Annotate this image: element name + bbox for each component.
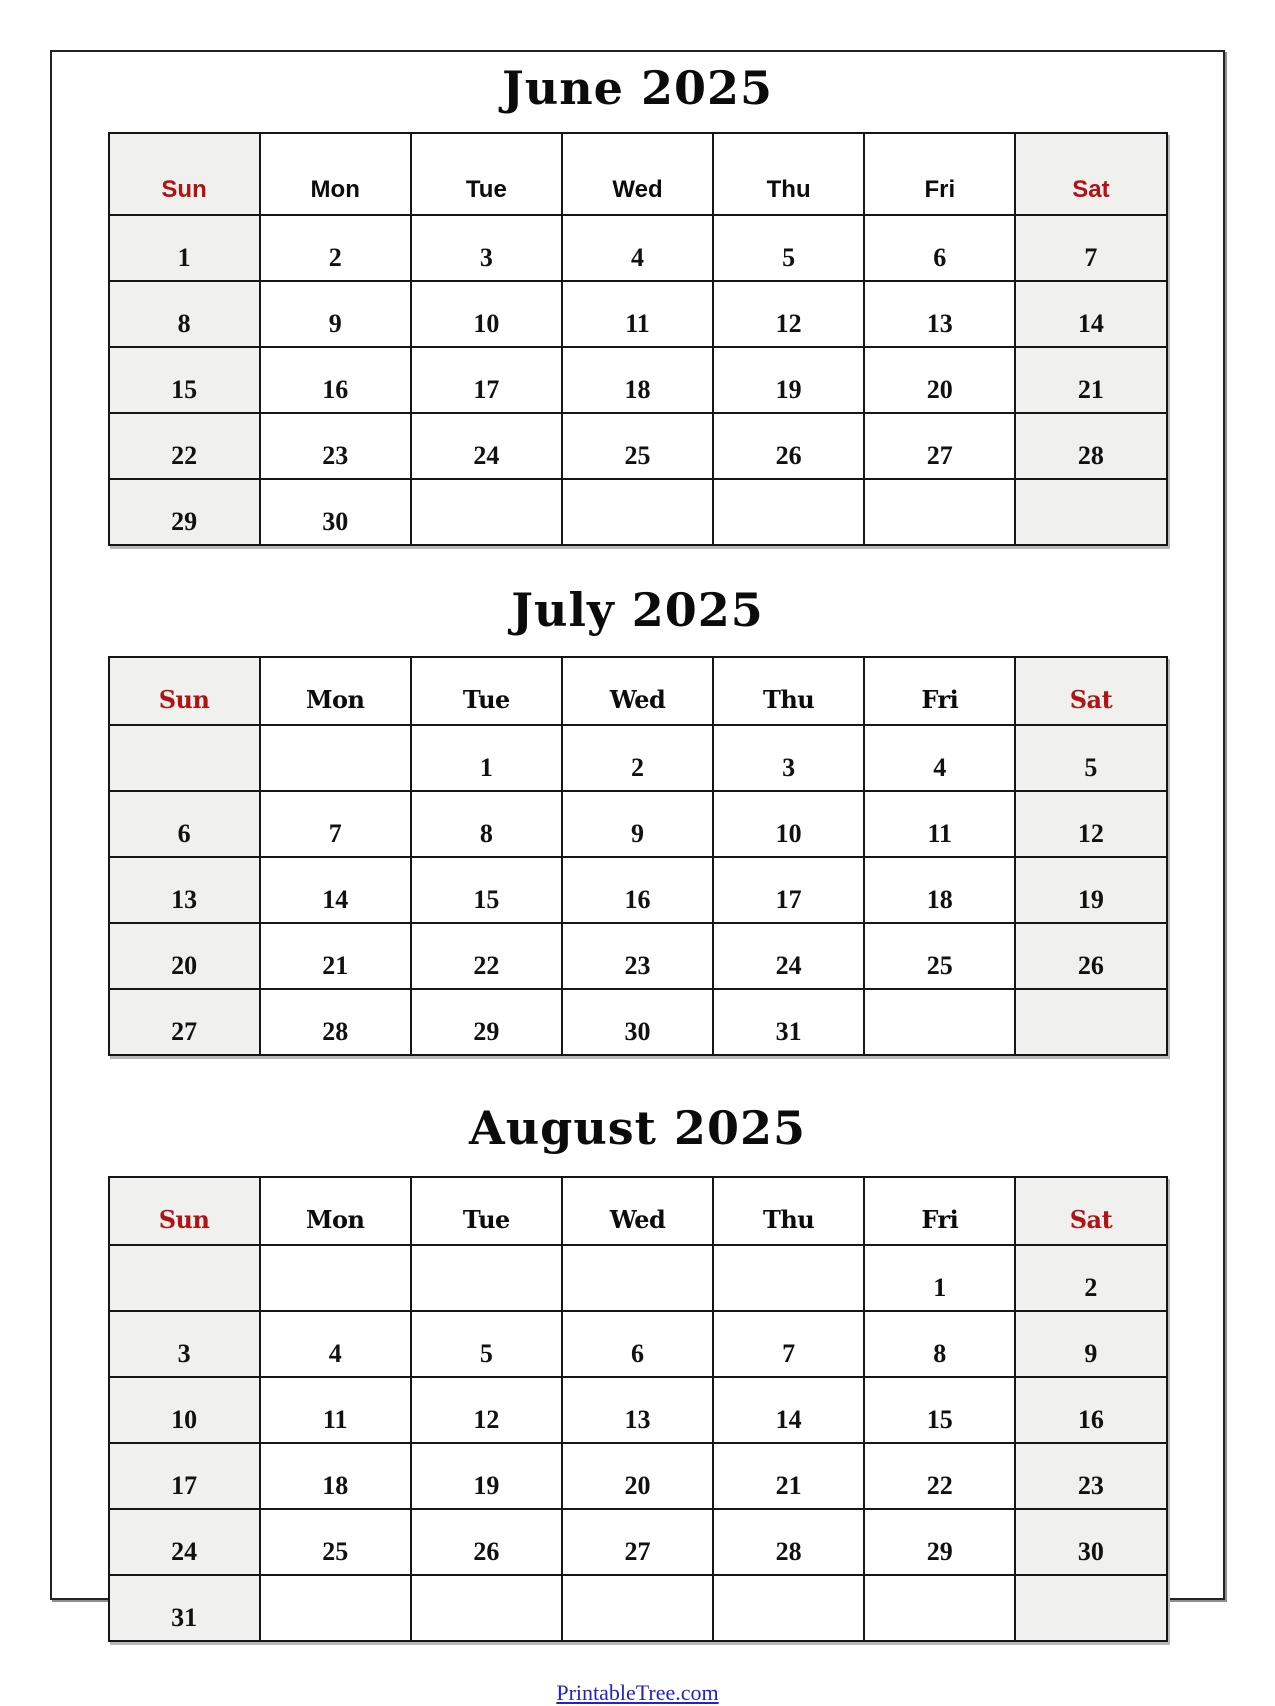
day-cell: 28 [713,1509,864,1575]
day-cell: 4 [260,1311,411,1377]
day-cell: 15 [109,347,260,413]
day-cell: 16 [1015,1377,1166,1443]
page-frame [50,50,1225,1705]
day-cell: 13 [109,857,260,923]
week-row [109,347,1167,413]
day-cell: 10 [713,791,864,857]
day-cell: 3 [713,725,864,791]
month-section [52,1100,1223,1642]
week-row [109,1245,1167,1311]
day-cell: 24 [713,923,864,989]
day-cell: 5 [713,215,864,281]
empty-day-cell [260,1245,411,1311]
day-cell: 1 [864,1245,1015,1311]
weekday-header-cell: Sun [109,1177,260,1245]
day-cell: 7 [1015,215,1166,281]
empty-day-cell [109,1245,260,1311]
weekday-header-cell: Sat [1015,133,1166,215]
day-cell: 29 [864,1509,1015,1575]
weekday-header-cell: Wed [562,657,713,725]
week-row [109,1443,1167,1509]
day-cell: 15 [864,1377,1015,1443]
empty-day-cell [864,989,1015,1055]
day-cell: 26 [713,413,864,479]
day-cell: 13 [864,281,1015,347]
weekday-header-cell: Mon [260,657,411,725]
weekday-header-row [109,657,1167,725]
month-title: June 2025 [502,61,773,115]
day-cell: 31 [713,989,864,1055]
day-cell: 16 [562,857,713,923]
day-cell: 3 [411,215,562,281]
day-cell: 2 [1015,1245,1166,1311]
week-row [109,989,1167,1055]
week-row [109,479,1167,545]
day-cell: 28 [260,989,411,1055]
day-cell: 21 [713,1443,864,1509]
day-cell: 23 [562,923,713,989]
day-cell: 24 [411,413,562,479]
day-cell: 30 [260,479,411,545]
day-cell: 8 [109,281,260,347]
day-cell: 25 [562,413,713,479]
day-cell: 12 [411,1377,562,1443]
empty-day-cell [260,1575,411,1641]
day-cell: 21 [1015,347,1166,413]
weekday-header-cell: Mon [260,133,411,215]
day-cell: 29 [411,989,562,1055]
weekday-header-cell: Wed [562,133,713,215]
day-cell: 10 [109,1377,260,1443]
day-cell: 8 [411,791,562,857]
empty-day-cell [562,1575,713,1641]
day-cell: 20 [109,923,260,989]
day-cell: 28 [1015,413,1166,479]
empty-day-cell [411,1575,562,1641]
day-cell: 3 [109,1311,260,1377]
day-cell: 20 [562,1443,713,1509]
day-cell: 17 [109,1443,260,1509]
weekday-header-cell: Tue [411,133,562,215]
weekday-header-cell: Sat [1015,1177,1166,1245]
empty-day-cell [713,1245,864,1311]
week-row [109,281,1167,347]
day-cell: 18 [260,1443,411,1509]
week-row [109,1377,1167,1443]
day-cell: 7 [260,791,411,857]
month-section [52,582,1223,1056]
month-title: July 2025 [511,583,764,637]
empty-day-cell [864,479,1015,545]
month-table [108,132,1168,546]
day-cell: 7 [713,1311,864,1377]
day-cell: 27 [109,989,260,1055]
empty-day-cell [260,725,411,791]
day-cell: 17 [713,857,864,923]
day-cell: 19 [411,1443,562,1509]
week-row [109,923,1167,989]
weekday-header-cell: Sat [1015,657,1166,725]
weekday-header-cell: Sun [109,657,260,725]
week-row [109,791,1167,857]
day-cell: 12 [1015,791,1166,857]
day-cell: 27 [562,1509,713,1575]
empty-day-cell [1015,1575,1166,1641]
empty-day-cell [411,479,562,545]
day-cell: 14 [1015,281,1166,347]
day-cell: 25 [864,923,1015,989]
weekday-header-row [109,133,1167,215]
empty-day-cell [411,1245,562,1311]
day-cell: 6 [109,791,260,857]
weekday-header-row [109,1177,1167,1245]
day-cell: 18 [864,857,1015,923]
weekday-header-cell: Tue [411,657,562,725]
day-cell: 29 [109,479,260,545]
empty-day-cell [713,479,864,545]
empty-day-cell [562,1245,713,1311]
weekday-header-cell: Fri [864,657,1015,725]
weekday-header-cell: Thu [713,657,864,725]
day-cell: 15 [411,857,562,923]
day-cell: 22 [864,1443,1015,1509]
empty-day-cell [562,479,713,545]
day-cell: 11 [864,791,1015,857]
day-cell: 4 [562,215,713,281]
day-cell: 30 [1015,1509,1166,1575]
month-table [108,656,1168,1056]
empty-day-cell [1015,479,1166,545]
day-cell: 18 [562,347,713,413]
week-row [109,1311,1167,1377]
weekday-header-cell: Tue [411,1177,562,1245]
weekday-header-cell: Fri [864,1177,1015,1245]
month-title: August 2025 [469,1101,806,1155]
day-cell: 12 [713,281,864,347]
day-cell: 10 [411,281,562,347]
day-cell: 9 [1015,1311,1166,1377]
week-row [109,413,1167,479]
day-cell: 20 [864,347,1015,413]
weekday-header-cell: Sun [109,133,260,215]
calendar-pages [52,60,1223,1642]
day-cell: 17 [411,347,562,413]
week-row [109,1509,1167,1575]
month-section [52,60,1223,546]
day-cell: 6 [562,1311,713,1377]
day-cell: 14 [260,857,411,923]
day-cell: 9 [260,281,411,347]
week-row [109,857,1167,923]
day-cell: 1 [109,215,260,281]
day-cell: 8 [864,1311,1015,1377]
day-cell: 16 [260,347,411,413]
day-cell: 14 [713,1377,864,1443]
day-cell: 6 [864,215,1015,281]
day-cell: 23 [260,413,411,479]
month-table [108,1176,1168,1642]
day-cell: 30 [562,989,713,1055]
empty-day-cell [1015,989,1166,1055]
weekday-header-cell: Thu [713,133,864,215]
day-cell: 24 [109,1509,260,1575]
empty-day-cell [109,725,260,791]
day-cell: 13 [562,1377,713,1443]
day-cell: 22 [411,923,562,989]
weekday-header-cell: Thu [713,1177,864,1245]
day-cell: 5 [411,1311,562,1377]
day-cell: 25 [260,1509,411,1575]
day-cell: 31 [109,1575,260,1641]
day-cell: 19 [713,347,864,413]
weekday-header-cell: Wed [562,1177,713,1245]
week-row [109,725,1167,791]
footer [52,1680,1223,1706]
day-cell: 27 [864,413,1015,479]
day-cell: 2 [562,725,713,791]
day-cell: 4 [864,725,1015,791]
footer-link[interactable]: PrintableTree.com [556,1680,719,1705]
week-row [109,1575,1167,1641]
day-cell: 1 [411,725,562,791]
empty-day-cell [864,1575,1015,1641]
day-cell: 2 [260,215,411,281]
day-cell: 11 [562,281,713,347]
weekday-header-cell: Mon [260,1177,411,1245]
weekday-header-cell: Fri [864,133,1015,215]
day-cell: 11 [260,1377,411,1443]
empty-day-cell [713,1575,864,1641]
day-cell: 23 [1015,1443,1166,1509]
week-row [109,215,1167,281]
day-cell: 21 [260,923,411,989]
day-cell: 19 [1015,857,1166,923]
day-cell: 22 [109,413,260,479]
day-cell: 5 [1015,725,1166,791]
day-cell: 9 [562,791,713,857]
day-cell: 26 [1015,923,1166,989]
day-cell: 26 [411,1509,562,1575]
